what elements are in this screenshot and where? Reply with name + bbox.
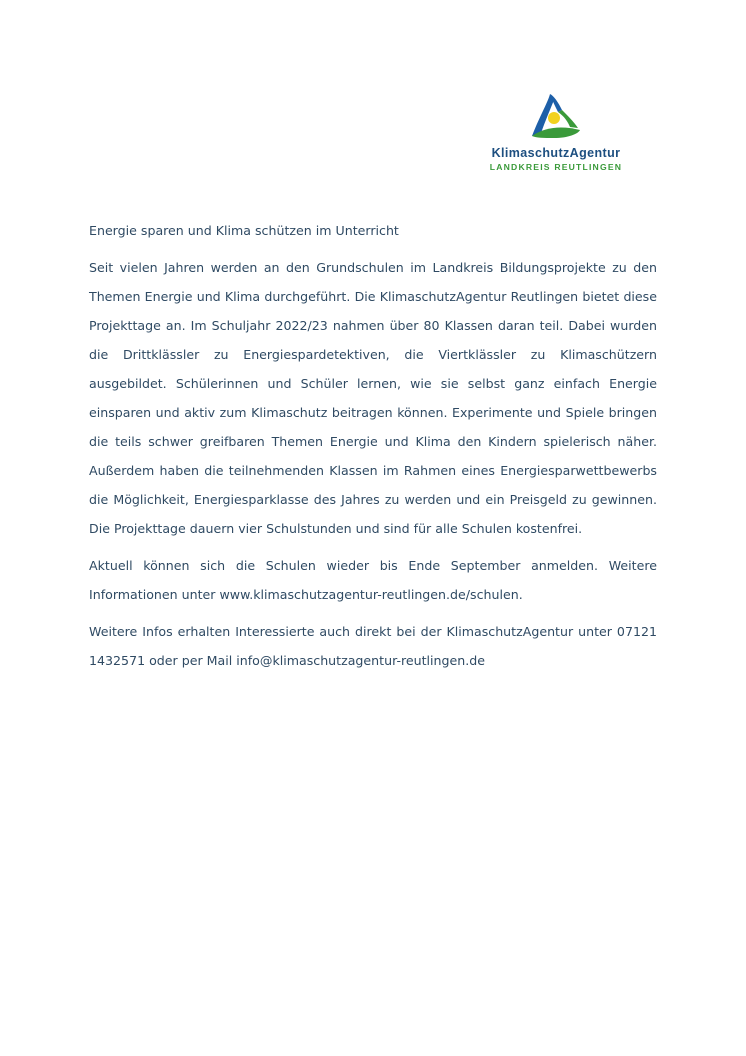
article-paragraph: Aktuell können sich die Schulen wieder bis Ende September anmelden. Weitere Informationen unter www.klimaschutzagentur-reutlingen.de/schulen. bbox=[89, 558, 657, 602]
logo-name-line1: KlimaschutzAgentur bbox=[491, 146, 621, 160]
logo-green-right bbox=[558, 110, 578, 128]
logo-sun bbox=[548, 112, 560, 124]
article bbox=[89, 216, 657, 683]
article-title: Energie sparen und Klima schützen im Unterricht bbox=[89, 223, 399, 238]
article-paragraph: Weitere Infos erhalten Interessierte auch direkt bei der KlimaschutzAgentur unter 07121 1432571 oder per Mail info@klimaschutzagentur-reutlingen.de bbox=[89, 624, 657, 668]
article-paragraph: Seit vielen Jahren werden an den Grundschulen im Landkreis Bildungsprojekte zu den Themen Energie und Klima durchgeführt. Die KlimaschutzAgentur Reutlingen bietet diese Projekttage an. Im Schuljahr 2022/23 nahmen über 80 Klassen daran teil. Dabei wurden die Drittklässler zu Energiespardetektiven, die Viertklässler zu Klimaschützern ausgebildet. Schülerinnen und Schüler lernen, wie sie selbst ganz einfach Energie einsparen und aktiv zum Klimaschutz beitragen können. Experimente und Spiele bringen die teils schwer greifbaren Themen Energie und Klima den Kindern spielerisch näher. Außerdem haben die teilnehmenden Klassen im Rahmen eines Energiesparwettbewerbs die Möglichkeit, Energiesparklasse des Jahres zu werden und ein Preisgeld zu gewinnen. Die Projekttage dauern vier Schulstunden und sind für alle Schulen kostenfrei. bbox=[89, 260, 657, 536]
logo-mark-icon bbox=[528, 92, 584, 140]
logo-name-line2: LANDKREIS REUTLINGEN bbox=[489, 162, 623, 172]
klimaschutzagentur-logo bbox=[468, 92, 648, 174]
